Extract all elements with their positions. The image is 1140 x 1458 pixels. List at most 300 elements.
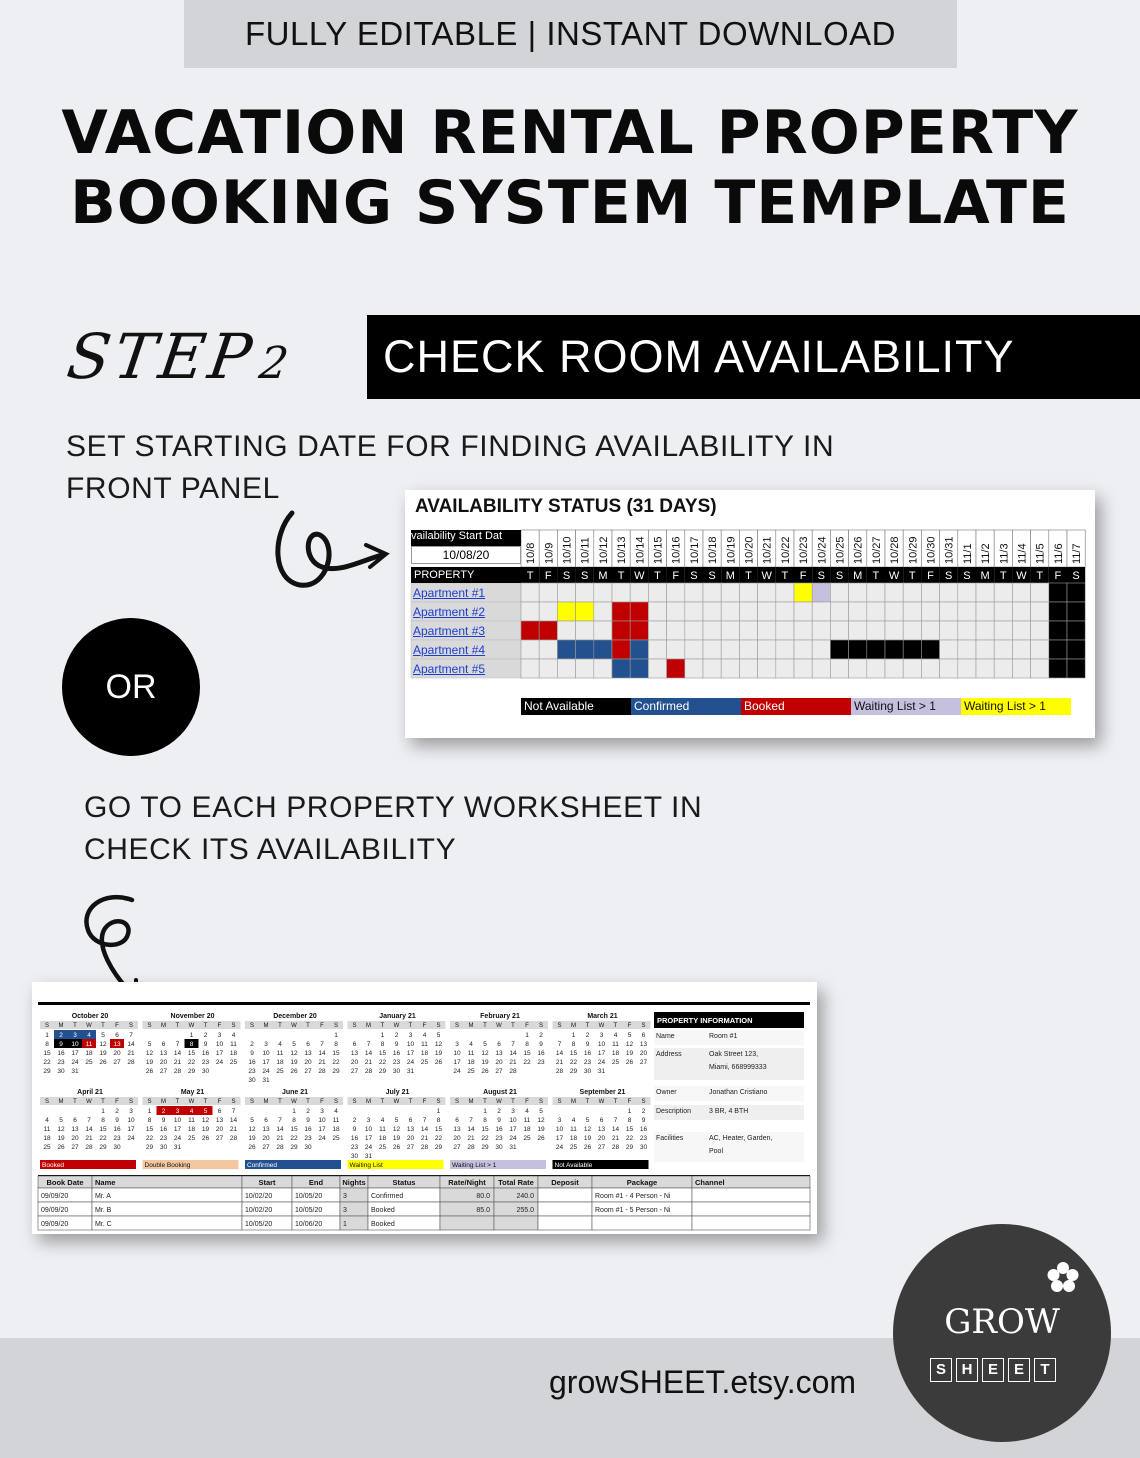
day-number: 8 <box>436 1117 441 1124</box>
availability-cell <box>648 583 666 602</box>
day-number: 9 <box>585 1041 590 1048</box>
date-label: 10/21 <box>761 536 774 564</box>
availability-cell <box>685 640 703 659</box>
weekday-header: M <box>263 1099 269 1105</box>
table-cell <box>538 1202 592 1216</box>
day-number: 22 <box>187 1059 196 1066</box>
info-key: Owner <box>656 1089 677 1096</box>
weekday-header: S <box>538 1099 544 1105</box>
day-number: 28 <box>420 1144 429 1151</box>
day-number: 28 <box>276 1144 284 1151</box>
day-number: 2 <box>306 1108 310 1115</box>
weekday-header: M <box>571 1099 576 1105</box>
logo-tile-e2: E <box>1008 1358 1030 1382</box>
day-number: 11 <box>421 1041 428 1048</box>
step-word: STEP <box>62 320 260 393</box>
availability-cell <box>685 659 703 678</box>
day-number: 8 <box>483 1117 487 1124</box>
day-number: 3 <box>599 1032 604 1039</box>
table-header: Start <box>258 1178 276 1187</box>
logo-tile-e1: E <box>982 1358 1004 1382</box>
day-number: 12 <box>434 1041 443 1048</box>
day-number: 4 <box>525 1108 529 1115</box>
day-number: 13 <box>159 1050 168 1057</box>
day-number: 4 <box>278 1041 282 1048</box>
availability-cell <box>557 602 575 621</box>
property-link-5[interactable]: Apartment #5 <box>413 662 486 676</box>
day-number: 9 <box>203 1041 208 1048</box>
top-banner-text: FULLY EDITABLE | INSTANT DOWNLOAD <box>245 15 896 52</box>
day-number: 14 <box>420 1126 429 1133</box>
day-number: 21 <box>467 1135 475 1142</box>
or-badge <box>62 618 200 756</box>
availability-cell <box>958 659 976 678</box>
day-number: 5 <box>483 1041 487 1048</box>
date-label: 10/19 <box>725 536 738 564</box>
availability-cell <box>867 583 885 602</box>
day-number: 31 <box>262 1077 270 1084</box>
day-number: 19 <box>583 1135 592 1142</box>
day-number: 23 <box>57 1059 65 1066</box>
day-number: 15 <box>187 1050 196 1057</box>
month-title: January 21 <box>379 1013 416 1020</box>
day-number: 15 <box>145 1126 154 1133</box>
day-number: 4 <box>189 1108 194 1115</box>
day-number: 30 <box>304 1144 312 1151</box>
date-label: 11/1 <box>961 543 974 564</box>
availability-cell <box>521 583 539 602</box>
day-number: 19 <box>434 1050 443 1057</box>
weekday-header: S <box>128 1023 134 1029</box>
day-number: 27 <box>159 1068 168 1075</box>
availability-cell <box>539 583 557 602</box>
availability-cell <box>776 602 794 621</box>
day-number: 24 <box>453 1068 461 1075</box>
availability-cell <box>903 640 921 659</box>
day-number: 26 <box>583 1144 592 1151</box>
month-title: June 21 <box>281 1089 309 1096</box>
availability-cell <box>885 640 903 659</box>
step-label <box>63 320 298 393</box>
availability-cell <box>758 602 776 621</box>
day-number: 21 <box>173 1059 182 1066</box>
day-number: 30 <box>495 1144 503 1151</box>
day-number: 26 <box>201 1135 210 1142</box>
weekday-label: T <box>654 570 661 582</box>
day-number: 24 <box>127 1135 135 1142</box>
day-number: 5 <box>585 1117 590 1124</box>
availability-cell <box>739 659 757 678</box>
availability-cell <box>794 659 812 678</box>
day-number: 17 <box>262 1059 270 1066</box>
availability-cell <box>812 602 830 621</box>
month-title: September 21 <box>579 1089 626 1096</box>
day-number: 14 <box>229 1117 238 1124</box>
availability-cell <box>1012 602 1030 621</box>
availability-title: AVAILABILITY STATUS (31 DAYS) <box>415 496 717 517</box>
availability-cell <box>958 583 976 602</box>
day-number: 7 <box>87 1117 91 1124</box>
day-number: 19 <box>99 1050 107 1057</box>
day-number: 29 <box>378 1068 387 1075</box>
day-number: 11 <box>523 1117 531 1124</box>
day-number: 30 <box>248 1077 256 1084</box>
weekday-header: S <box>538 1023 544 1029</box>
availability-cell <box>994 659 1012 678</box>
availability-cell <box>630 659 648 678</box>
instruction-front-panel: SET STARTING DATE FOR FINDING AVAILABILITY IN FRONT PANEL <box>66 430 835 505</box>
availability-cell <box>703 583 721 602</box>
weekday-header: M <box>366 1023 371 1029</box>
availability-cell <box>885 602 903 621</box>
shop-url[interactable]: growSHEET.etsy.com <box>549 1364 857 1400</box>
day-number: 11 <box>379 1126 386 1133</box>
day-number: 8 <box>189 1041 194 1048</box>
day-number: 1 <box>571 1032 576 1039</box>
availability-cell <box>630 621 648 640</box>
date-label: 11/3 <box>998 543 1011 564</box>
table-cell-text: 3 <box>343 1193 347 1200</box>
availability-cell <box>921 640 939 659</box>
day-number: 24 <box>509 1135 517 1142</box>
day-number: 12 <box>481 1050 489 1057</box>
property-link-3[interactable]: Apartment #3 <box>413 624 486 638</box>
day-number: 19 <box>290 1059 298 1066</box>
day-number: 14 <box>555 1050 564 1057</box>
day-number: 3 <box>264 1041 268 1048</box>
availability-cell <box>776 621 794 640</box>
availability-cell <box>849 583 867 602</box>
calendar-legend-label: Double Booking <box>144 1162 191 1169</box>
availability-cell <box>867 621 885 640</box>
weekday-label: F <box>927 570 934 582</box>
day-number: 24 <box>406 1059 415 1066</box>
day-number: 23 <box>583 1059 592 1066</box>
day-number: 19 <box>537 1126 545 1133</box>
day-number: 7 <box>278 1117 282 1124</box>
day-number: 23 <box>639 1135 648 1142</box>
info-key: Facilities <box>656 1135 684 1142</box>
weekday-header: S <box>454 1099 460 1105</box>
table-cell <box>592 1216 692 1230</box>
weekday-header: W <box>598 1099 605 1105</box>
day-number: 10 <box>71 1041 79 1048</box>
day-number: 30 <box>639 1144 648 1151</box>
day-number: 14 <box>318 1050 326 1057</box>
day-number: 8 <box>292 1117 296 1124</box>
day-number: 28 <box>229 1135 238 1142</box>
day-number: 31 <box>71 1068 79 1075</box>
info-key: Address <box>656 1051 682 1058</box>
info-value: Oak Street 123, <box>709 1051 759 1058</box>
day-number: 24 <box>555 1144 564 1151</box>
table-cell-text: Booked <box>371 1221 395 1228</box>
date-label: 10/17 <box>688 536 701 564</box>
availability-cell <box>703 640 721 659</box>
day-number: 26 <box>434 1059 443 1066</box>
day-number: 10 <box>597 1041 606 1048</box>
availability-cell <box>812 659 830 678</box>
day-number: 5 <box>203 1108 208 1115</box>
day-number: 26 <box>57 1144 65 1151</box>
calendar-legend-label: Booked <box>42 1162 65 1169</box>
date-label: 10/11 <box>579 537 592 564</box>
day-number: 5 <box>147 1041 152 1048</box>
availability-cell <box>648 659 666 678</box>
day-number: 18 <box>276 1059 284 1066</box>
logo-tile-t: T <box>1034 1358 1056 1382</box>
day-number: 7 <box>511 1041 515 1048</box>
date-label: 10/15 <box>652 536 665 564</box>
weekday-header: T <box>306 1023 310 1029</box>
day-number: 17 <box>215 1050 224 1057</box>
property-link-1[interactable]: Apartment #1 <box>413 586 486 600</box>
weekday-header: S <box>333 1023 339 1029</box>
day-number: 23 <box>537 1059 545 1066</box>
weekday-header: T <box>613 1099 618 1105</box>
day-number: 20 <box>262 1135 270 1142</box>
weekday-header: W <box>291 1023 297 1029</box>
info-key: Description <box>656 1108 692 1115</box>
day-number: 20 <box>453 1135 461 1142</box>
flower-icon <box>1045 1260 1081 1296</box>
day-number: 30 <box>392 1068 401 1075</box>
day-number: 28 <box>173 1068 182 1075</box>
availability-cell <box>521 621 539 640</box>
day-number: 30 <box>350 1153 359 1160</box>
day-number: 7 <box>557 1041 562 1048</box>
weekday-header: T <box>73 1023 77 1029</box>
day-number: 27 <box>406 1144 415 1151</box>
weekday-header: T <box>101 1023 105 1029</box>
date-label: 11/7 <box>1071 543 1084 564</box>
weekday-header: T <box>203 1023 208 1029</box>
day-number: 21 <box>364 1059 373 1066</box>
day-number: 21 <box>318 1059 326 1066</box>
date-label: 10/29 <box>907 536 920 564</box>
day-number: 27 <box>113 1059 121 1066</box>
availability-cell <box>557 640 575 659</box>
day-number: 21 <box>229 1126 238 1133</box>
day-number: 12 <box>290 1050 298 1057</box>
day-number: 7 <box>366 1041 371 1048</box>
weekday-header: W <box>393 1099 400 1105</box>
table-cell-text: 10/05/20 <box>295 1207 323 1214</box>
day-number: 19 <box>392 1135 401 1142</box>
day-number: 27 <box>639 1059 648 1066</box>
weekday-header: M <box>263 1023 269 1029</box>
day-number: 12 <box>145 1050 154 1057</box>
day-number: 7 <box>231 1108 236 1115</box>
availability-cell <box>1031 659 1049 678</box>
availability-cell <box>976 640 994 659</box>
availability-cell <box>1067 640 1085 659</box>
day-number: 22 <box>145 1135 154 1142</box>
day-number: 16 <box>583 1050 592 1057</box>
availability-cell <box>830 602 848 621</box>
availability-cell <box>921 583 939 602</box>
weekday-header: S <box>436 1099 441 1105</box>
property-link-4[interactable]: Apartment #4 <box>413 643 486 657</box>
weekday-header: S <box>436 1023 441 1029</box>
day-number: 30 <box>57 1068 65 1075</box>
worksheet-calendar <box>32 982 817 1234</box>
availability-cell <box>594 640 612 659</box>
day-number: 24 <box>262 1068 270 1075</box>
day-number: 27 <box>495 1068 503 1075</box>
availability-cell <box>1012 659 1030 678</box>
availability-cell <box>1012 640 1030 659</box>
day-number: 13 <box>453 1126 461 1133</box>
availability-cell <box>667 640 685 659</box>
availability-cell <box>703 621 721 640</box>
property-link-2[interactable]: Apartment #2 <box>413 605 486 619</box>
day-number: 5 <box>101 1032 105 1039</box>
day-number: 8 <box>627 1117 632 1124</box>
info-value: 3 BR, 4 BTH <box>709 1108 749 1115</box>
date-label: 10/18 <box>707 536 720 564</box>
day-number: 2 <box>352 1117 357 1124</box>
day-number: 20 <box>113 1050 121 1057</box>
availability-cell <box>903 659 921 678</box>
weekday-label: S <box>963 570 971 582</box>
info-key: Name <box>656 1033 675 1040</box>
availability-cell <box>940 621 958 640</box>
availability-cell <box>630 640 648 659</box>
weekday-label: S <box>1072 570 1080 582</box>
day-number: 7 <box>469 1117 473 1124</box>
availability-cell <box>794 621 812 640</box>
day-number: 4 <box>231 1032 236 1039</box>
availability-cell <box>521 659 539 678</box>
date-label: 10/28 <box>889 536 902 564</box>
availability-cell <box>685 583 703 602</box>
availability-cell <box>794 640 812 659</box>
weekday-header: S <box>641 1023 646 1029</box>
day-number: 18 <box>85 1050 93 1057</box>
day-number: 9 <box>352 1126 357 1133</box>
property-header: PROPERTY <box>411 567 521 583</box>
weekday-header: T <box>613 1023 618 1029</box>
day-number: 4 <box>45 1117 49 1124</box>
day-number: 3 <box>129 1108 133 1115</box>
weekday-header: M <box>161 1099 166 1105</box>
day-number: 10 <box>127 1117 135 1124</box>
day-number: 9 <box>306 1117 310 1124</box>
day-number: 3 <box>217 1032 222 1039</box>
availability-cell <box>812 621 830 640</box>
date-label: 10/22 <box>779 536 792 564</box>
availability-cell <box>940 602 958 621</box>
day-number: 8 <box>147 1117 152 1124</box>
table-cell-text: 3 <box>343 1207 347 1214</box>
day-number: 18 <box>420 1050 429 1057</box>
date-label: 10/13 <box>616 536 629 564</box>
day-number: 1 <box>292 1108 296 1115</box>
day-number: 6 <box>217 1108 222 1115</box>
day-number: 11 <box>188 1117 195 1124</box>
availability-cell <box>612 640 630 659</box>
day-number: 25 <box>276 1068 284 1075</box>
date-label: 10/26 <box>852 536 865 564</box>
info-value: Room #1 <box>709 1033 738 1040</box>
day-number: 13 <box>262 1126 270 1133</box>
table-cell-text: 10/05/20 <box>245 1221 273 1228</box>
availability-cell <box>1012 583 1030 602</box>
table-cell-text: 255.0 <box>516 1207 534 1214</box>
info-value: Miami, 668999333 <box>709 1064 767 1071</box>
day-number: 6 <box>115 1032 119 1039</box>
info-value: AC, Heater, Garden, <box>709 1135 773 1142</box>
weekday-header: T <box>380 1099 385 1105</box>
day-number: 29 <box>434 1144 443 1151</box>
table-cell-text: Confirmed <box>371 1193 404 1200</box>
date-label: 10/25 <box>834 536 847 564</box>
step-number: 2 <box>256 338 296 389</box>
availability-cell <box>994 640 1012 659</box>
day-number: 17 <box>555 1135 564 1142</box>
day-number: 4 <box>613 1032 618 1039</box>
day-number: 17 <box>597 1050 606 1057</box>
day-number: 28 <box>467 1144 475 1151</box>
day-number: 6 <box>306 1041 310 1048</box>
weekday-label: F <box>544 570 552 582</box>
legend-waiting-list: Waiting List > 1 <box>851 698 961 715</box>
day-number: 5 <box>394 1117 399 1124</box>
day-number: 15 <box>481 1126 489 1133</box>
day-number: 15 <box>523 1050 531 1057</box>
availability-cell <box>885 583 903 602</box>
day-number: 15 <box>43 1050 51 1057</box>
day-number: 26 <box>481 1068 489 1075</box>
day-number: 16 <box>350 1135 359 1142</box>
day-number: 16 <box>248 1059 256 1066</box>
day-number: 2 <box>497 1108 501 1115</box>
day-number: 9 <box>497 1117 501 1124</box>
table-cell-text: Mr. C <box>95 1221 112 1228</box>
day-number: 10 <box>364 1126 373 1133</box>
availability-cell <box>721 621 739 640</box>
availability-cell <box>976 621 994 640</box>
weekday-label: T <box>872 570 880 582</box>
availability-cell <box>721 602 739 621</box>
day-number: 13 <box>495 1050 503 1057</box>
availability-cell <box>976 659 994 678</box>
availability-cell <box>703 602 721 621</box>
day-number: 1 <box>525 1032 529 1039</box>
availability-cell <box>667 659 685 678</box>
weekday-header: F <box>320 1023 324 1029</box>
availability-cell <box>576 640 594 659</box>
availability-cell <box>940 583 958 602</box>
day-number: 7 <box>613 1117 618 1124</box>
month-title: July 21 <box>385 1089 410 1096</box>
start-date-input[interactable]: 10/08/20 <box>411 546 521 564</box>
availability-cell <box>1031 640 1049 659</box>
weekday-header: S <box>44 1099 50 1105</box>
day-number: 10 <box>555 1126 564 1133</box>
weekday-header: M <box>468 1023 474 1029</box>
table-header: Status <box>392 1178 416 1187</box>
day-number: 14 <box>364 1050 373 1057</box>
availability-cell <box>648 602 666 621</box>
month-title: April 21 <box>77 1089 103 1096</box>
weekday-label: S <box>835 570 844 582</box>
weekday-label: W <box>761 570 772 582</box>
day-number: 21 <box>611 1135 620 1142</box>
day-number: 22 <box>332 1059 340 1066</box>
availability-cell <box>739 602 757 621</box>
